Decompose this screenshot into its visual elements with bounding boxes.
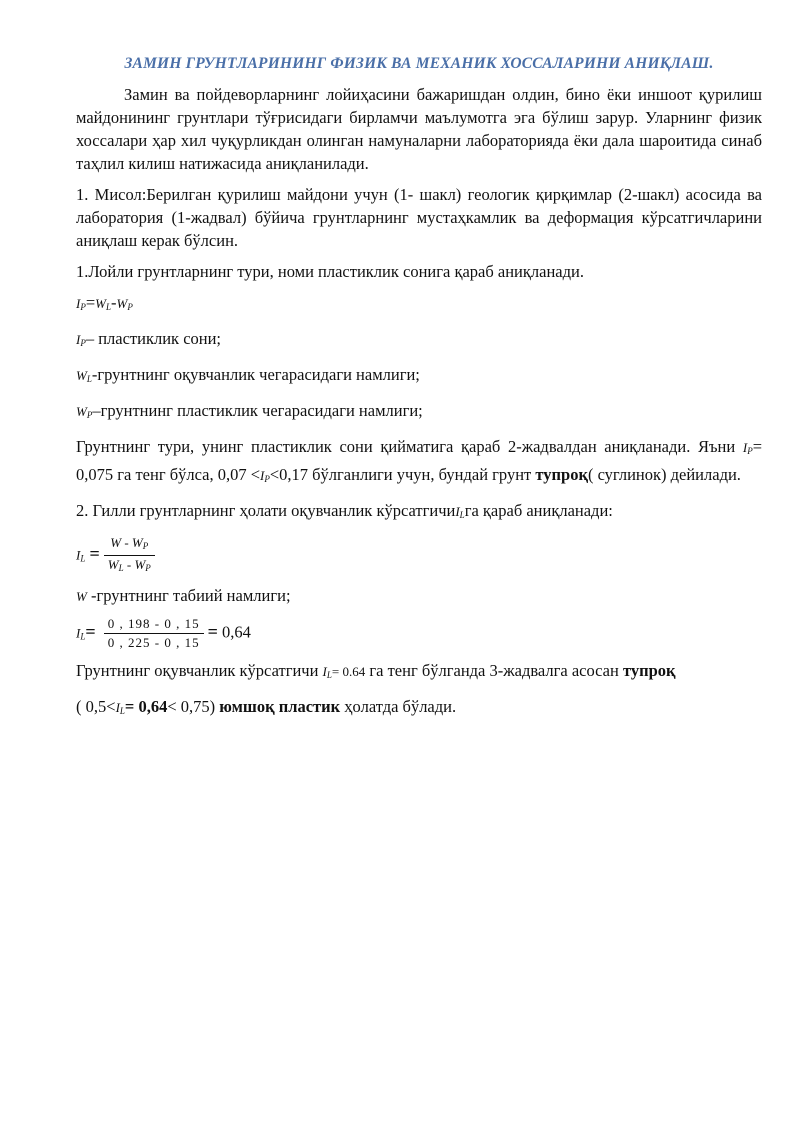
intro-paragraph: Замин ва пойдеворларнинг лойиҳасини бажаришдан олдин, бино ёки иншоот қурилиш майдонининг грунтлари тўғрисидаги бирламчи маълумотга эга бўлиш зарур. Уларнинг физик хоссалари ҳар хил чуқурликдан олинган намуналарни лабораторияда ёки дала шароитида синаб таҳлил килиш натижасида аниқланилади. bbox=[76, 85, 762, 173]
formula-il: IL = $\frac{W - WP}{WL - WP}$ bbox=[76, 535, 762, 576]
final-paragraph: ( 0,5<IL= 0,64< 0,75) юмшоқ пластик ҳолатда бўлади. bbox=[76, 697, 457, 716]
definition-wp: WP–грунтнинг пластиклик чегарасидаги намлиги; bbox=[76, 401, 423, 420]
definition-wl: WL-грунтнинг оқувчанлик чегарасидаги намлиги; bbox=[76, 365, 420, 384]
fraction-calc: $\frac{0 , 198 - 0 , 15}{0 , 225 - 0 , 15}$ bbox=[104, 616, 204, 651]
definition-w: W -грунтнинг табиий намлиги; bbox=[76, 586, 291, 605]
step2-paragraph: 2. Гилли грунтларнинг ҳолати оқувчанлик кўрсатгичиILга қараб аниқланади: bbox=[76, 501, 613, 520]
example-paragraph: 1. Мисол:Берилган қурилиш майдони учун (1- шакл) геологик қирқимлар (2-шакл) асосида ва лаборатория (1-жадвал) бўйича грунтларнинг мустаҳкамлик ва деформация кўрсатгичларини аниқлаш керак бўлсин. bbox=[76, 185, 762, 250]
document-title: ЗАМИН ГРУНТЛАРИНИНГ ФИЗИК ВА МЕХАНИК ХОССАЛАРИНИ АНИҚЛАШ. bbox=[124, 55, 714, 72]
fraction-il: $\frac{W - WP}{WL - WP}$ bbox=[104, 535, 155, 576]
document-page bbox=[76, 52, 762, 731]
conclusion-paragraph: Грунтнинг оқувчанлик кўрсатгичи IL= 0.64 га тенг бўлганда 3-жадвалга асосан тупроқ bbox=[76, 661, 676, 680]
calculation-il: IL= $\frac{0 , 198 - 0 , 15}{0 , 225 - 0 , 15}$ = 0,64 bbox=[76, 616, 251, 650]
formula-ip: IP=WL-WP bbox=[76, 293, 133, 312]
soil-type-paragraph: Грунтнинг тури, унинг пластиклик сони қийматига қараб 2-жадвалдан аниқланади. Яъни IP= 0,075 га тенг бўлса, 0,07 <IP<0,17 бўлганлиги учун, бундай грунт тупроқ( суглинок) дейилади. bbox=[76, 437, 762, 484]
definition-ip: IP– пластиклик сони; bbox=[76, 329, 222, 348]
step1-paragraph: 1.Лойли грунтларнинг тури, номи пластиклик сонига қараб аниқланади. bbox=[76, 262, 584, 281]
